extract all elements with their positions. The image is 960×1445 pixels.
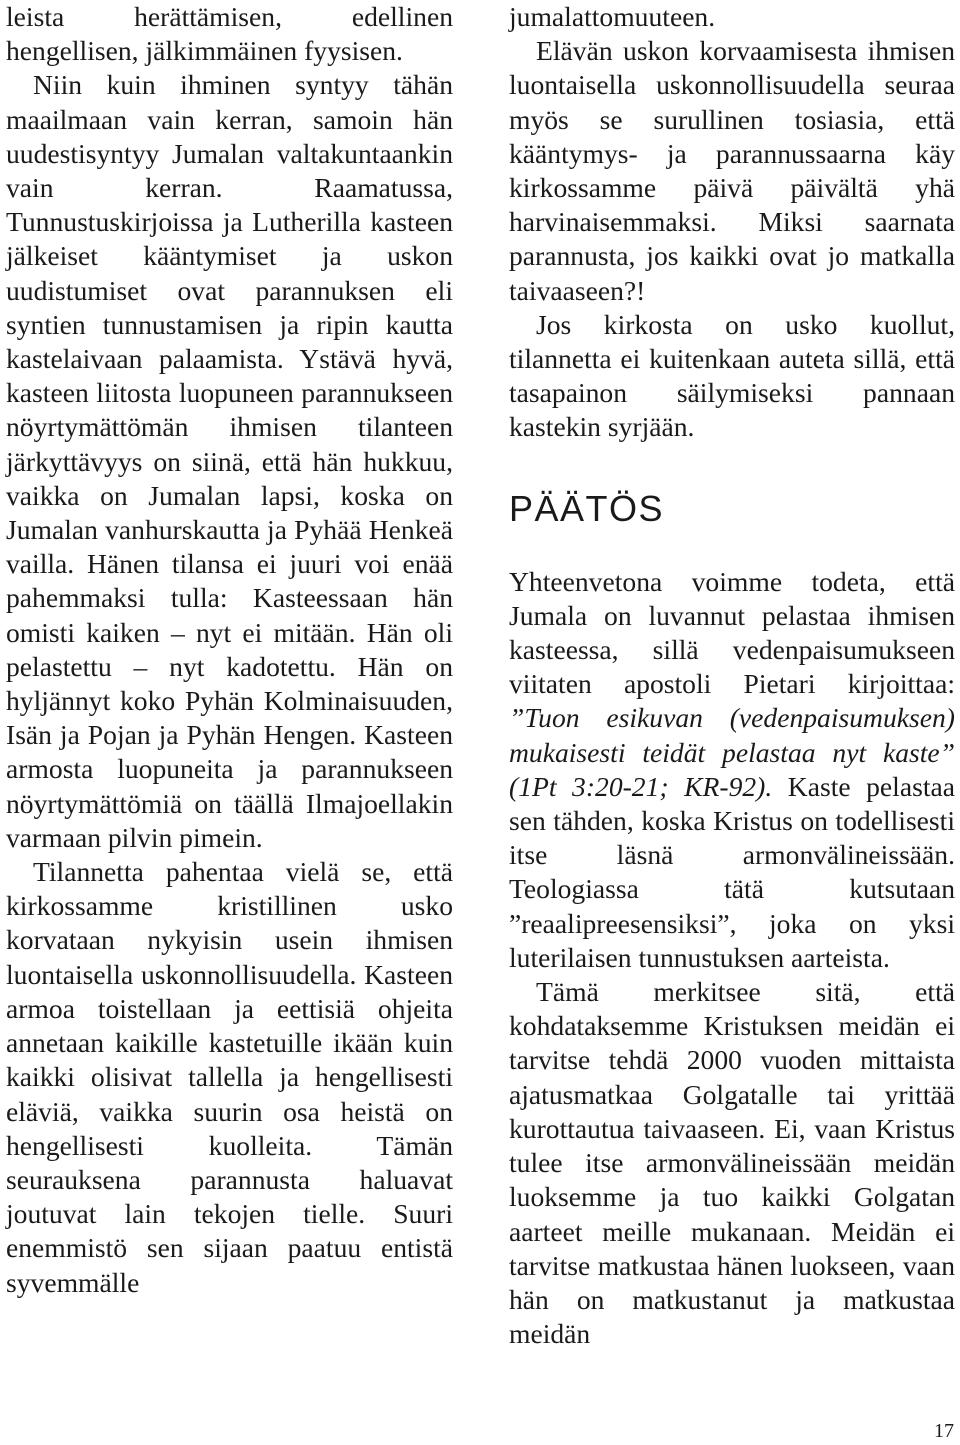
text-run: Yhteenvetona voimme todeta, että Jumala on luvannut pelastaa ihmisen kasteessa, sillä vedenpaisumukseen viitaten apostoli Pietari kirjoittaa: [509,565,955,700]
text-run: leista herättämisen, edellinen hengellisen, jälkimmäinen fyysisen. [6,1,453,67]
right-column-body-before [509,0,955,445]
page-number: 17 [934,1420,954,1442]
text-run: Kaste pelastaa sen tähden, koska Kristus on todellisesti itse läsnä armonvälineissään. Teologiassa tätä kutsutaan ”reaalipreesensiksi”, joka on yksi luterilaisen tunnustuksen aarteista. [509,770,955,973]
text-run: Tämä merkitsee sitä, että kohdataksemme Kristuksen meidän ei tarvitse tehdä 2000 vuoden mittaista ajatusmatkaa Golgatalle tai yrittää kurottautua taivaaseen. Ei, vaan Kristus tulee itse armonvälineissään meidän luoksemme ja tuo kaikki Golgatan aarteet meille mukanaan. Meidän ei tarvitse matkustaa hänen luokseen, vaan hän on matkustanut ja matkustaa meidän [509,976,955,1350]
paragraph [509,308,955,445]
section-heading: PÄÄTÖS [509,487,665,529]
paragraph [509,565,955,975]
left-column [6,0,453,1300]
text-run: Jos kirkosta on usko kuollut, tilannetta ei kuitenkaan auteta sillä, että tasapainon säilymiseksi pannaan kastekin syrjään. [509,308,955,443]
paragraph [509,34,955,308]
text-run: Niin kuin ihminen syntyy tähän maailmaan vain kerran, samoin hän uudestisyntyy Jumalan valtakuntaankin vain kerran. Raamatussa, Tunnustuskirjoissa ja Lutherilla kasteen jälkeiset kääntymiset ja uskon uudistumiset ovat parannuksen eli syntien tunnustamisen ja ripin kautta kastelaivaan palaamista. Ystävä hyvä, kasteen liitosta luopuneen parannukseen nöyrtymättömän ihmisen tilanteen järkyttävyys on siinä, että hän hukkuu, vaikka on Jumalan lapsi, koska on Jumalan vanhurskautta ja Pyhää Henkeä vailla. Hänen tilansa ei juuri voi enää pahemmaksi tulla: Kasteessaan hän omisti kaiken – nyt ei mitään. Hän oli pelastettu – nyt kadotettu. Hän on hyljännyt koko Pyhän Kolminaisuuden, Isän ja Pojan ja Pyhän Hengen. Kasteen armosta luopuneita ja parannukseen nöyrtymättömiä on täällä Ilmajoellakin varmaan pilvin pimein. [6,69,453,853]
text-run: Tilannetta pahentaa vielä se, että kirkossamme kristillinen usko korvataan nykyisin usein ihmisen luontaisella uskonnollisuudella. Kasteen armoa toistellaan ja eettisiä ohjeita annetaan kaikille kastetuille ikään kuin kaikki olisivat tallella ja hengellisesti eläviä, vaikka suurin osa heistä on hengellisesti kuolleita. Tämän seurauksena parannusta haluavat joutuvat lain tekojen tielle. Suuri enemmistö sen sijaan paatuu entistä syvemmälle [6,856,453,1298]
paragraph [6,855,453,1300]
right-column-body-after [509,565,955,1352]
paragraph [6,68,453,855]
italic-quote: ”Tuon esikuvan (vedenpaisumuksen) mukaisesti teidät pelastaa nyt kaste” (1Pt 3:20-21; KR-92). [509,702,955,802]
paragraph [509,0,955,34]
text-run: jumalattomuuteen. [509,1,716,32]
paragraph [6,0,453,68]
text-run: Elävän uskon korvaamisesta ihmisen luontaisella uskonnollisuudella seuraa myös se surullinen tosiasia, että kääntymys- ja parannussaarna käy kirkossamme päivä päivältä yhä harvinaisemmaksi. Miksi saarnata parannusta, jos kaikki ovat jo matkalla taivaaseen?! [509,35,955,306]
paragraph [509,975,955,1351]
right-column [509,0,955,1351]
